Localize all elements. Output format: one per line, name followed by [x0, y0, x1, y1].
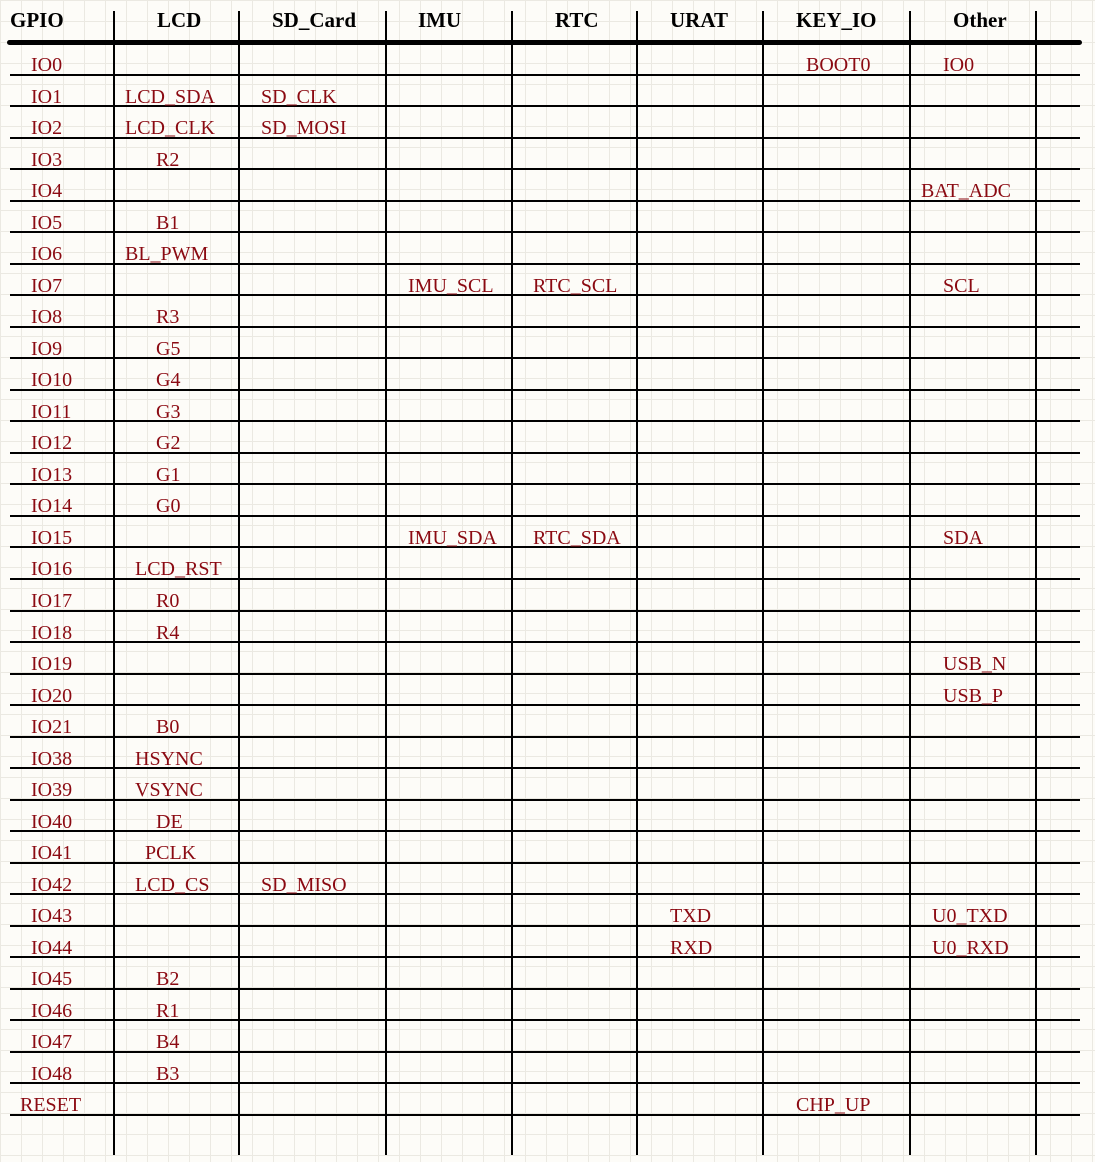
cell-key-io: CHP_UP	[796, 1094, 871, 1116]
row-divider	[10, 925, 1080, 927]
cell-lcd: R3	[156, 306, 180, 328]
cell-other: USB_P	[943, 685, 1004, 707]
cell-lcd: VSYNC	[135, 779, 203, 801]
cell-gpio: IO19	[31, 653, 73, 675]
cell-gpio: IO40	[31, 811, 73, 833]
cell-gpio: IO10	[31, 369, 73, 391]
cell-sd-card: SD_MISO	[261, 874, 347, 896]
cell-urat: TXD	[670, 905, 712, 927]
cell-rtc: RTC_SDA	[533, 527, 621, 549]
cell-lcd: DE	[156, 811, 183, 833]
column-header-imu: IMU	[418, 8, 462, 32]
cell-gpio: IO46	[31, 1000, 73, 1022]
row-divider	[10, 673, 1080, 675]
cell-lcd: G3	[156, 401, 181, 423]
cell-gpio: IO45	[31, 968, 73, 990]
cell-other: U0_TXD	[932, 905, 1008, 927]
cell-lcd: LCD_SDA	[125, 86, 216, 108]
cell-gpio: IO16	[31, 558, 73, 580]
column-divider	[1035, 11, 1037, 1155]
column-divider	[238, 11, 240, 1155]
cell-imu: IMU_SCL	[408, 275, 494, 297]
cell-sd-card: SD_CLK	[261, 86, 337, 108]
cell-lcd: G0	[156, 495, 181, 517]
cell-urat: RXD	[670, 937, 713, 959]
cell-lcd: B3	[156, 1063, 180, 1085]
cell-lcd: PCLK	[145, 842, 197, 864]
cell-gpio: IO8	[31, 306, 63, 328]
row-divider	[10, 956, 1080, 958]
column-divider	[909, 11, 911, 1155]
cell-gpio: IO5	[31, 212, 63, 234]
cell-lcd: B0	[156, 716, 180, 738]
cell-gpio: IO47	[31, 1031, 73, 1053]
cell-lcd: R4	[156, 622, 180, 644]
cell-other: SCL	[943, 275, 980, 297]
cell-lcd: BL_PWM	[125, 243, 209, 265]
row-divider	[10, 704, 1080, 706]
cell-gpio: IO39	[31, 779, 73, 801]
cell-gpio: IO2	[31, 117, 63, 139]
cell-gpio: IO6	[31, 243, 63, 265]
cell-lcd: B4	[156, 1031, 180, 1053]
cell-gpio: IO20	[31, 685, 73, 707]
cell-lcd: B1	[156, 212, 180, 234]
cell-gpio: IO12	[31, 432, 73, 454]
column-divider	[385, 11, 387, 1155]
cell-lcd: G2	[156, 432, 181, 454]
cell-gpio: IO4	[31, 180, 63, 202]
cell-lcd: G4	[156, 369, 181, 391]
row-divider	[10, 200, 1080, 202]
cell-lcd: G1	[156, 464, 181, 486]
cell-lcd: HSYNC	[135, 748, 203, 770]
cell-other: BAT_ADC	[921, 180, 1012, 202]
column-divider	[511, 11, 513, 1155]
column-header-key-io: KEY_IO	[796, 8, 877, 32]
row-divider	[10, 74, 1080, 76]
column-header-gpio: GPIO	[10, 8, 64, 32]
cell-gpio: IO42	[31, 874, 73, 896]
cell-gpio: IO44	[31, 937, 73, 959]
cell-gpio: IO7	[31, 275, 63, 297]
row-divider	[10, 1114, 1080, 1116]
column-header-sd-card: SD_Card	[272, 8, 357, 32]
cell-key-io: BOOT0	[806, 54, 871, 76]
column-header-lcd: LCD	[157, 8, 202, 32]
cell-lcd: LCD_CS	[135, 874, 210, 896]
cell-gpio: IO41	[31, 842, 73, 864]
column-divider	[762, 11, 764, 1155]
cell-gpio: IO17	[31, 590, 73, 612]
cell-lcd: G5	[156, 338, 181, 360]
cell-gpio: IO1	[31, 86, 63, 108]
column-header-other: Other	[953, 8, 1007, 32]
cell-gpio: IO15	[31, 527, 73, 549]
cell-gpio: IO18	[31, 622, 73, 644]
cell-gpio: IO11	[31, 401, 72, 423]
header-divider	[7, 40, 1082, 45]
cell-gpio: IO9	[31, 338, 63, 360]
cell-other: USB_N	[943, 653, 1007, 675]
cell-lcd: LCD_RST	[135, 558, 222, 580]
cell-other: SDA	[943, 527, 984, 549]
cell-other: IO0	[943, 54, 975, 76]
cell-lcd: LCD_CLK	[125, 117, 215, 139]
cell-gpio: IO38	[31, 748, 73, 770]
column-divider	[113, 11, 115, 1155]
cell-gpio: IO43	[31, 905, 73, 927]
cell-sd-card: SD_MOSI	[261, 117, 347, 139]
cell-lcd: B2	[156, 968, 180, 990]
cell-gpio: RESET	[20, 1094, 82, 1116]
cell-lcd: R1	[156, 1000, 180, 1022]
cell-gpio: IO21	[31, 716, 73, 738]
cell-lcd: R0	[156, 590, 180, 612]
cell-imu: IMU_SDA	[408, 527, 497, 549]
cell-gpio: IO0	[31, 54, 63, 76]
cell-gpio: IO14	[31, 495, 73, 517]
cell-gpio: IO13	[31, 464, 73, 486]
cell-gpio: IO48	[31, 1063, 73, 1085]
column-header-urat: URAT	[670, 8, 728, 32]
cell-rtc: RTC_SCL	[533, 275, 618, 297]
column-divider	[636, 11, 638, 1155]
cell-lcd: R2	[156, 149, 180, 171]
column-header-rtc: RTC	[555, 8, 599, 32]
cell-other: U0_RXD	[932, 937, 1009, 959]
cell-gpio: IO3	[31, 149, 63, 171]
